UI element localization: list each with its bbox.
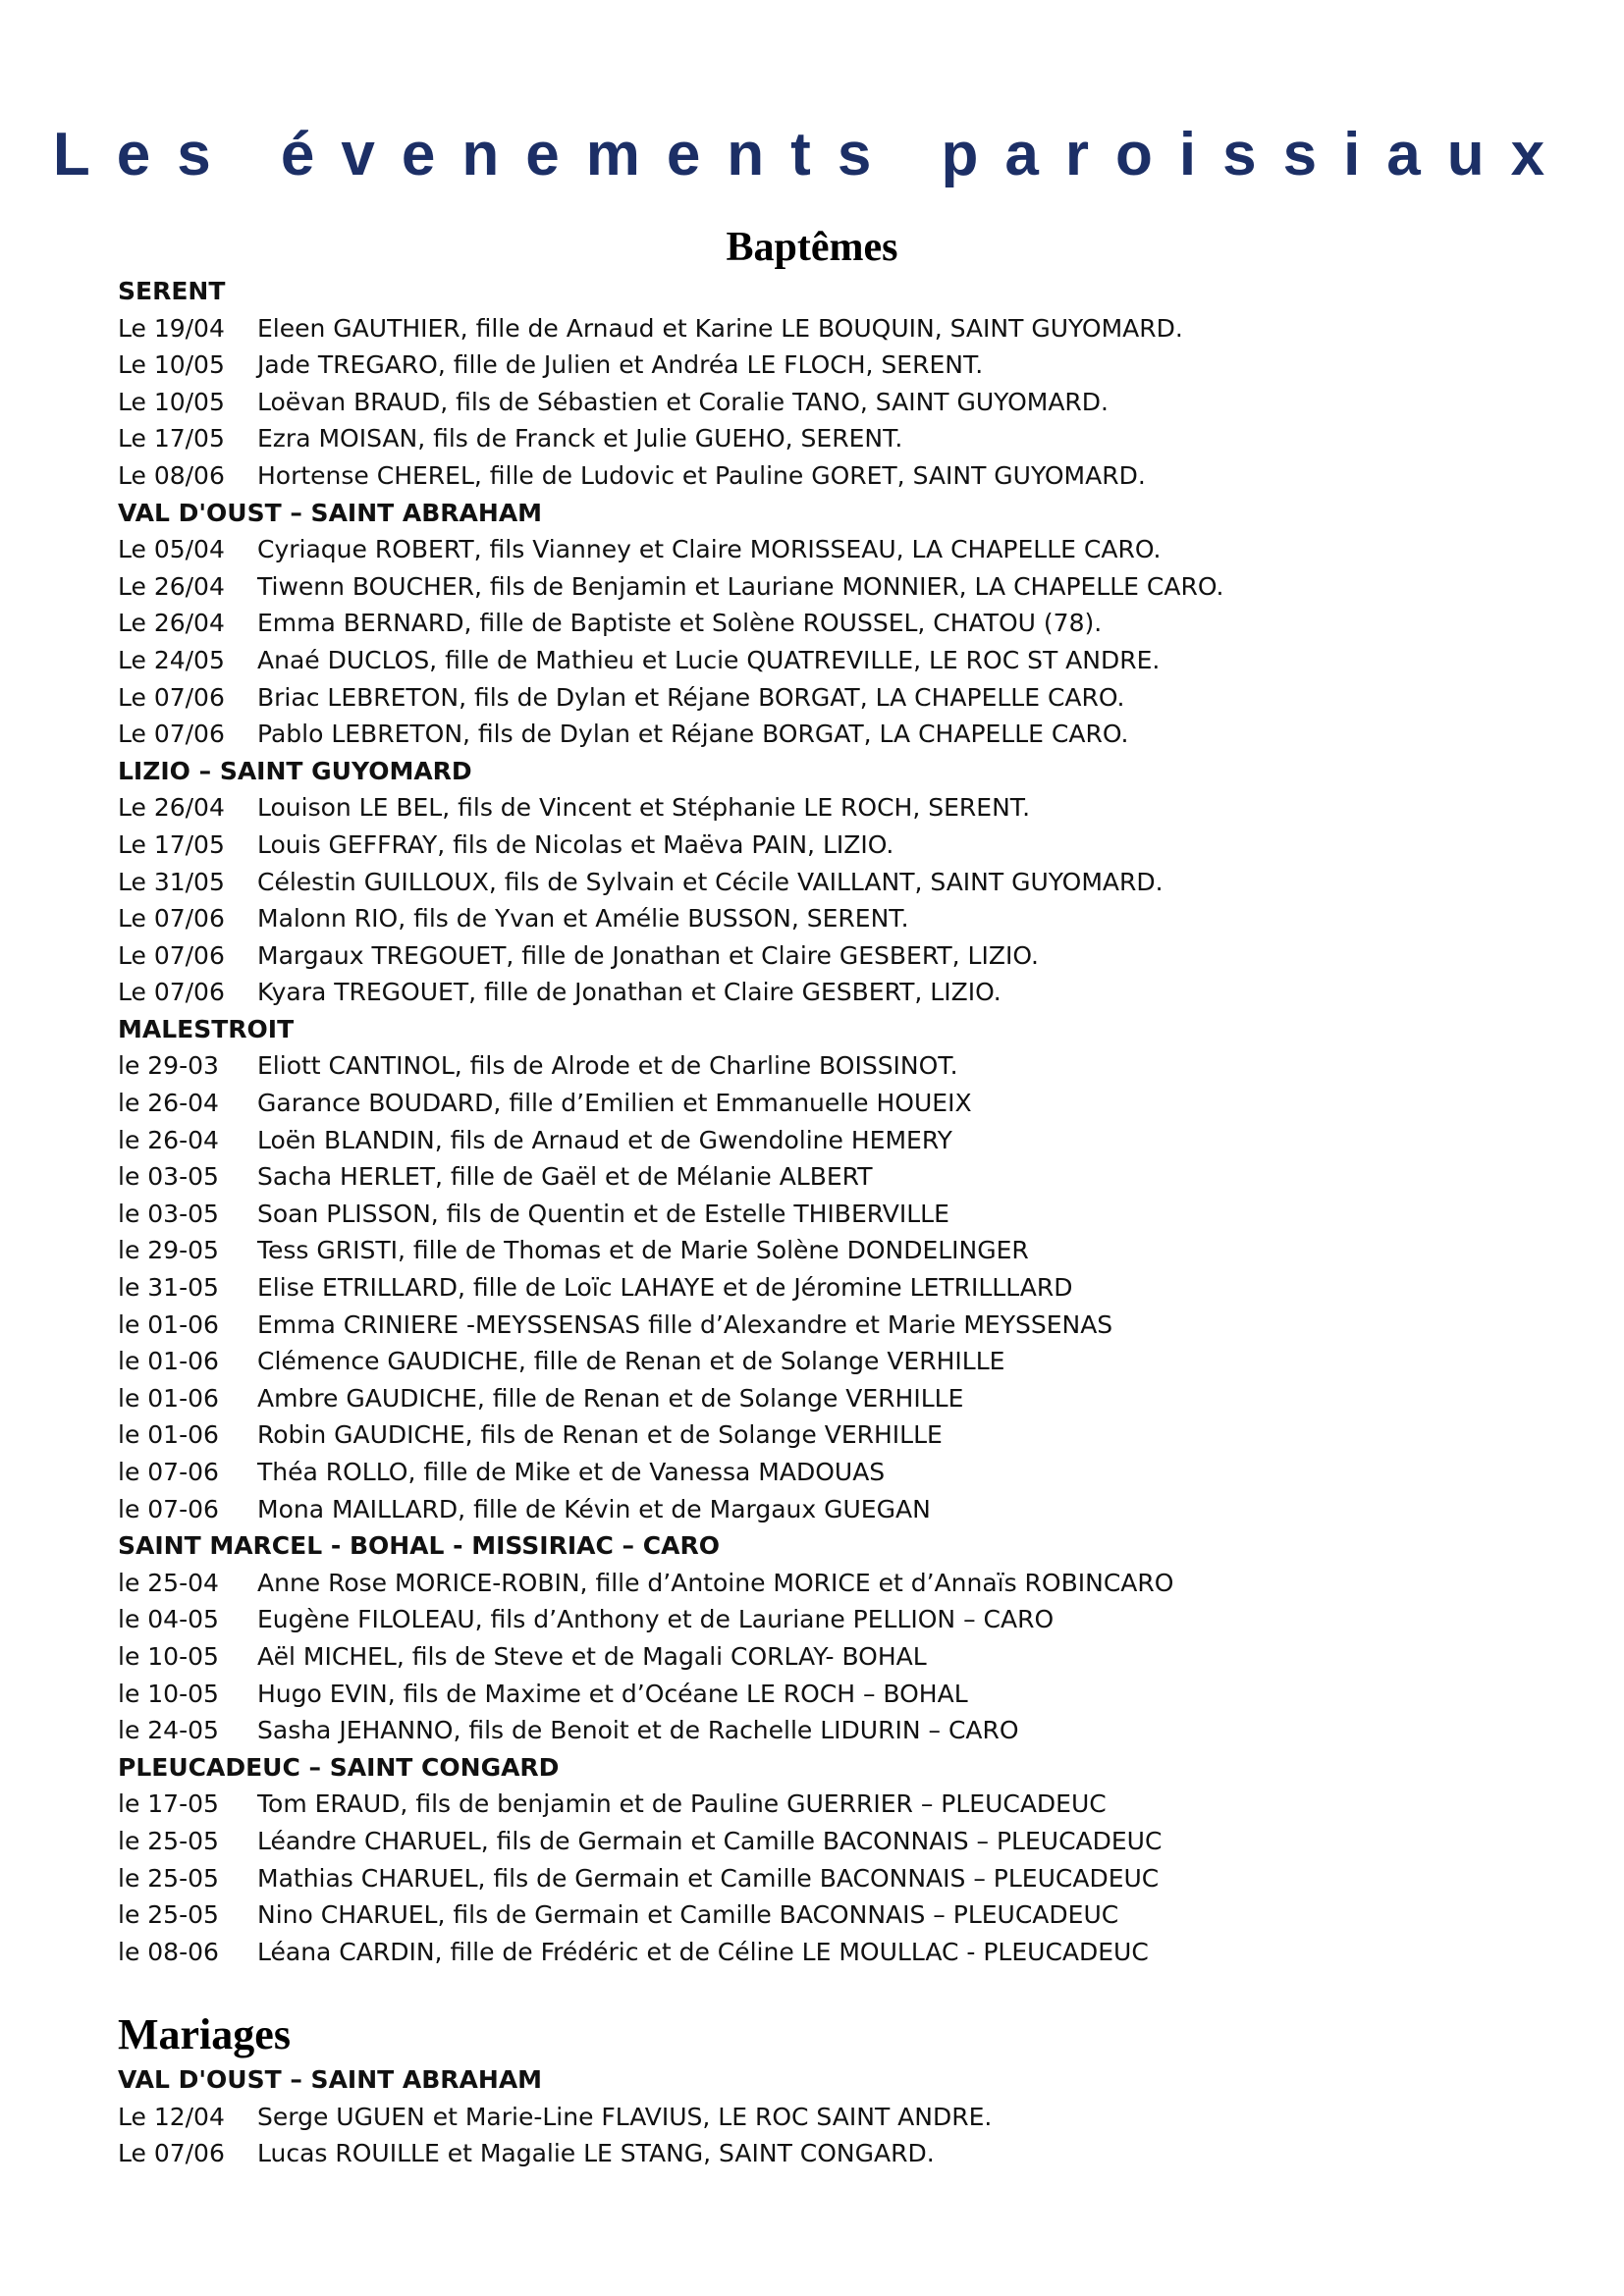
event-entry (118, 1601, 1571, 1638)
event-entry (118, 1860, 1571, 1897)
event-entry (118, 1380, 1571, 1417)
event-entry (118, 1896, 1571, 1934)
event-date: le 10-05 (118, 1679, 219, 1708)
event-date: le 25-04 (118, 1568, 219, 1597)
event-description: Emma BERNARD, fille de Baptiste et Solène ROUSSEL, CHATOU (78). (257, 609, 1103, 638)
event-entry (118, 347, 1571, 384)
event-description: Mona MAILLARD, fille de Kévin et de Margaux GUEGAN (257, 1494, 931, 1523)
event-entry (118, 420, 1571, 457)
event-entry (118, 1638, 1571, 1676)
event-date: Le 31/05 (118, 867, 225, 896)
event-date: le 01-06 (118, 1383, 219, 1413)
page-title: Les évenements paroissiaux (52, 121, 1572, 188)
event-date: Le 17/05 (118, 829, 225, 859)
event-entry (118, 900, 1571, 937)
parish-group-header: MALESTROIT (118, 1014, 295, 1043)
event-date: le 08-06 (118, 1937, 219, 1966)
parish-group-header: VAL D'OUST – SAINT ABRAHAM (118, 498, 543, 527)
event-description: Lucas ROUILLE et Magalie LE STANG, SAINT CONGARD. (257, 2139, 935, 2168)
baptemes-list (118, 273, 1571, 1970)
event-entry (118, 310, 1571, 347)
event-description: Ambre GAUDICHE, fille de Renan et de Solange VERHILLE (257, 1383, 964, 1413)
event-date: Le 12/04 (118, 2102, 225, 2131)
event-date: Le 24/05 (118, 645, 225, 674)
event-entry (118, 1786, 1571, 1823)
event-entry (118, 1491, 1571, 1528)
event-description: Emma CRINIERE -MEYSSENSAS fille d’Alexandre et Marie MEYSSENAS (257, 1309, 1113, 1339)
event-description: Eugène FILOLEAU, fils d’Anthony et de Lauriane PELLION – CARO (257, 1605, 1055, 1634)
event-description: Sacha HERLET, fille de Gaël et de Mélanie ALBERT (257, 1162, 873, 1192)
parish-group-header: LIZIO – SAINT GUYOMARD (118, 756, 472, 785)
event-description: Eliott CANTINOL, fils de Alrode et de Charline BOISSINOT. (257, 1051, 958, 1081)
event-date: Le 07/06 (118, 940, 225, 970)
event-entry (118, 1416, 1571, 1454)
event-description: Eleen GAUTHIER, fille de Arnaud et Karine LE BOUQUIN, SAINT GUYOMARD. (257, 313, 1183, 343)
event-date: le 17-05 (118, 1789, 219, 1819)
event-description: Léana CARDIN, fille de Frédéric et de Céline LE MOULLAC - PLEUCADEUC (257, 1937, 1149, 1966)
event-description: Hortense CHEREL, fille de Ludovic et Pauline GORET, SAINT GUYOMARD. (257, 460, 1146, 490)
event-description: Aël MICHEL, fils de Steve et de Magali CORLAY- BOHAL (257, 1641, 927, 1671)
event-description: Serge UGUEN et Marie-Line FLAVIUS, LE ROC SAINT ANDRE. (257, 2102, 993, 2131)
event-entry (118, 1343, 1571, 1380)
event-date: le 01-06 (118, 1420, 219, 1450)
event-entry (118, 1676, 1571, 1713)
event-description: Loëvan BRAUD, fils de Sébastien et Coralie TANO, SAINT GUYOMARD. (257, 387, 1109, 416)
event-description: Cyriaque ROBERT, fils Vianney et Claire MORISSEAU, LA CHAPELLE CARO. (257, 535, 1162, 564)
event-date: Le 26/04 (118, 609, 225, 638)
event-description: Margaux TREGOUET, fille de Jonathan et Claire GESBERT, LIZIO. (257, 940, 1039, 970)
event-date: le 24-05 (118, 1716, 219, 1745)
event-date: le 01-06 (118, 1347, 219, 1376)
event-description: Louison LE BEL, fils de Vincent et Stéphanie LE ROCH, SERENT. (257, 793, 1031, 823)
event-entry (118, 2099, 1571, 2136)
event-entry (118, 1085, 1571, 1122)
event-entry (118, 1196, 1571, 1233)
baptemes-heading: Baptêmes (726, 225, 898, 270)
parish-group-header: VAL D'OUST – SAINT ABRAHAM (118, 2065, 543, 2094)
event-description: Kyara TREGOUET, fille de Jonathan et Claire GESBERT, LIZIO. (257, 978, 1001, 1007)
parish-group-header: PLEUCADEUC – SAINT CONGARD (118, 1752, 560, 1782)
event-date: Le 10/05 (118, 350, 225, 380)
event-entry (118, 2135, 1571, 2172)
event-date: le 07-06 (118, 1494, 219, 1523)
event-entry (118, 1307, 1571, 1344)
event-description: Sasha JEHANNO, fils de Benoit et de Rachelle LIDURIN – CARO (257, 1716, 1019, 1745)
event-date: le 25-05 (118, 1826, 219, 1855)
event-entry (118, 1232, 1571, 1269)
event-date: le 01-06 (118, 1309, 219, 1339)
event-date: Le 07/06 (118, 2139, 225, 2168)
event-date: le 31-05 (118, 1273, 219, 1303)
event-entry (118, 864, 1571, 901)
event-description: Léandre CHARUEL, fils de Germain et Camille BACONNAIS – PLEUCADEUC (257, 1826, 1163, 1855)
event-description: Clémence GAUDICHE, fille de Renan et de Solange VERHILLE (257, 1347, 1005, 1376)
event-date: Le 07/06 (118, 978, 225, 1007)
event-date: Le 17/05 (118, 424, 225, 454)
event-date: le 29-03 (118, 1051, 219, 1081)
event-entry (118, 384, 1571, 421)
event-description: Garance BOUDARD, fille d’Emilien et Emmanuelle HOUEIX (257, 1089, 972, 1118)
event-entry (118, 1269, 1571, 1307)
event-entry (118, 1454, 1571, 1491)
event-description: Elise ETRILLARD, fille de Loïc LAHAYE et de Jéromine LETRILLLARD (257, 1273, 1073, 1303)
event-date: Le 10/05 (118, 387, 225, 416)
event-date: le 26-04 (118, 1089, 219, 1118)
event-description: Soan PLISSON, fils de Quentin et de Estelle THIBERVILLE (257, 1199, 949, 1228)
event-description: Hugo EVIN, fils de Maxime et d’Océane LE ROCH – BOHAL (257, 1679, 968, 1708)
event-date: le 26-04 (118, 1125, 219, 1154)
event-entry (118, 937, 1571, 975)
event-entry (118, 457, 1571, 495)
event-entry (118, 716, 1571, 753)
event-description: Jade TREGARO, fille de Julien et Andréa LE FLOCH, SERENT. (257, 350, 984, 380)
event-date: le 25-05 (118, 1900, 219, 1930)
event-description: Tess GRISTI, fille de Thomas et de Marie Solène DONDELINGER (257, 1236, 1029, 1265)
event-description: Nino CHARUEL, fils de Germain et Camille BACONNAIS – PLEUCADEUC (257, 1900, 1119, 1930)
event-description: Robin GAUDICHE, fils de Renan et de Solange VERHILLE (257, 1420, 943, 1450)
mariages-heading: Mariages (118, 2010, 291, 2058)
event-date: le 03-05 (118, 1199, 219, 1228)
event-entry (118, 1823, 1571, 1860)
event-description: Tiwenn BOUCHER, fils de Benjamin et Lauriane MONNIER, LA CHAPELLE CARO. (257, 571, 1224, 601)
event-date: le 03-05 (118, 1162, 219, 1192)
event-description: Ezra MOISAN, fils de Franck et Julie GUEHO, SERENT. (257, 424, 903, 454)
event-entry (118, 1122, 1571, 1159)
event-entry (118, 1565, 1571, 1602)
event-entry (118, 1158, 1571, 1196)
event-description: Anaé DUCLOS, fille de Mathieu et Lucie QUATREVILLE, LE ROC ST ANDRE. (257, 645, 1161, 674)
event-entry (118, 568, 1571, 606)
event-date: Le 19/04 (118, 313, 225, 343)
parish-group-header: SERENT (118, 277, 226, 305)
event-date: le 10-05 (118, 1641, 219, 1671)
event-entry (118, 789, 1571, 827)
event-date: le 04-05 (118, 1605, 219, 1634)
event-entry (118, 974, 1571, 1011)
mariages-list (118, 2061, 1571, 2172)
event-entry (118, 1934, 1571, 1971)
event-date: Le 05/04 (118, 535, 225, 564)
event-date: le 25-05 (118, 1863, 219, 1893)
event-date: Le 07/06 (118, 904, 225, 934)
event-description: Tom ERAUD, fils de benjamin et de Pauline GUERRIER – PLEUCADEUC (257, 1789, 1107, 1819)
event-date: le 29-05 (118, 1236, 219, 1265)
event-description: Malonn RIO, fils de Yvan et Amélie BUSSON, SERENT. (257, 904, 909, 934)
event-entry (118, 642, 1571, 679)
event-entry (118, 679, 1571, 717)
event-description: Pablo LEBRETON, fils de Dylan et Réjane BORGAT, LA CHAPELLE CARO. (257, 720, 1129, 749)
event-date: Le 07/06 (118, 682, 225, 712)
event-description: Briac LEBRETON, fils de Dylan et Réjane BORGAT, LA CHAPELLE CARO. (257, 682, 1125, 712)
event-entry (118, 1712, 1571, 1749)
event-date: Le 08/06 (118, 460, 225, 490)
event-description: Louis GEFFRAY, fils de Nicolas et Maëva PAIN, LIZIO. (257, 829, 894, 859)
event-description: Mathias CHARUEL, fils de Germain et Camille BACONNAIS – PLEUCADEUC (257, 1863, 1160, 1893)
event-date: Le 26/04 (118, 793, 225, 823)
event-description: Célestin GUILLOUX, fils de Sylvain et Cécile VAILLANT, SAINT GUYOMARD. (257, 867, 1164, 896)
event-entry (118, 531, 1571, 568)
event-description: Anne Rose MORICE-ROBIN, fille d’Antoine MORICE et d’Annaïs ROBINCARO (257, 1568, 1174, 1597)
event-entry (118, 827, 1571, 864)
parish-group-header: SAINT MARCEL - BOHAL - MISSIRIAC – CARO (118, 1531, 720, 1561)
event-description: Théa ROLLO, fille de Mike et de Vanessa MADOUAS (257, 1458, 886, 1486)
event-date: le 07-06 (118, 1458, 219, 1486)
event-description: Loën BLANDIN, fils de Arnaud et de Gwendoline HEMERY (257, 1125, 952, 1154)
event-date: Le 07/06 (118, 720, 225, 749)
event-date: Le 26/04 (118, 571, 225, 601)
event-entry (118, 1047, 1571, 1085)
event-entry (118, 605, 1571, 642)
